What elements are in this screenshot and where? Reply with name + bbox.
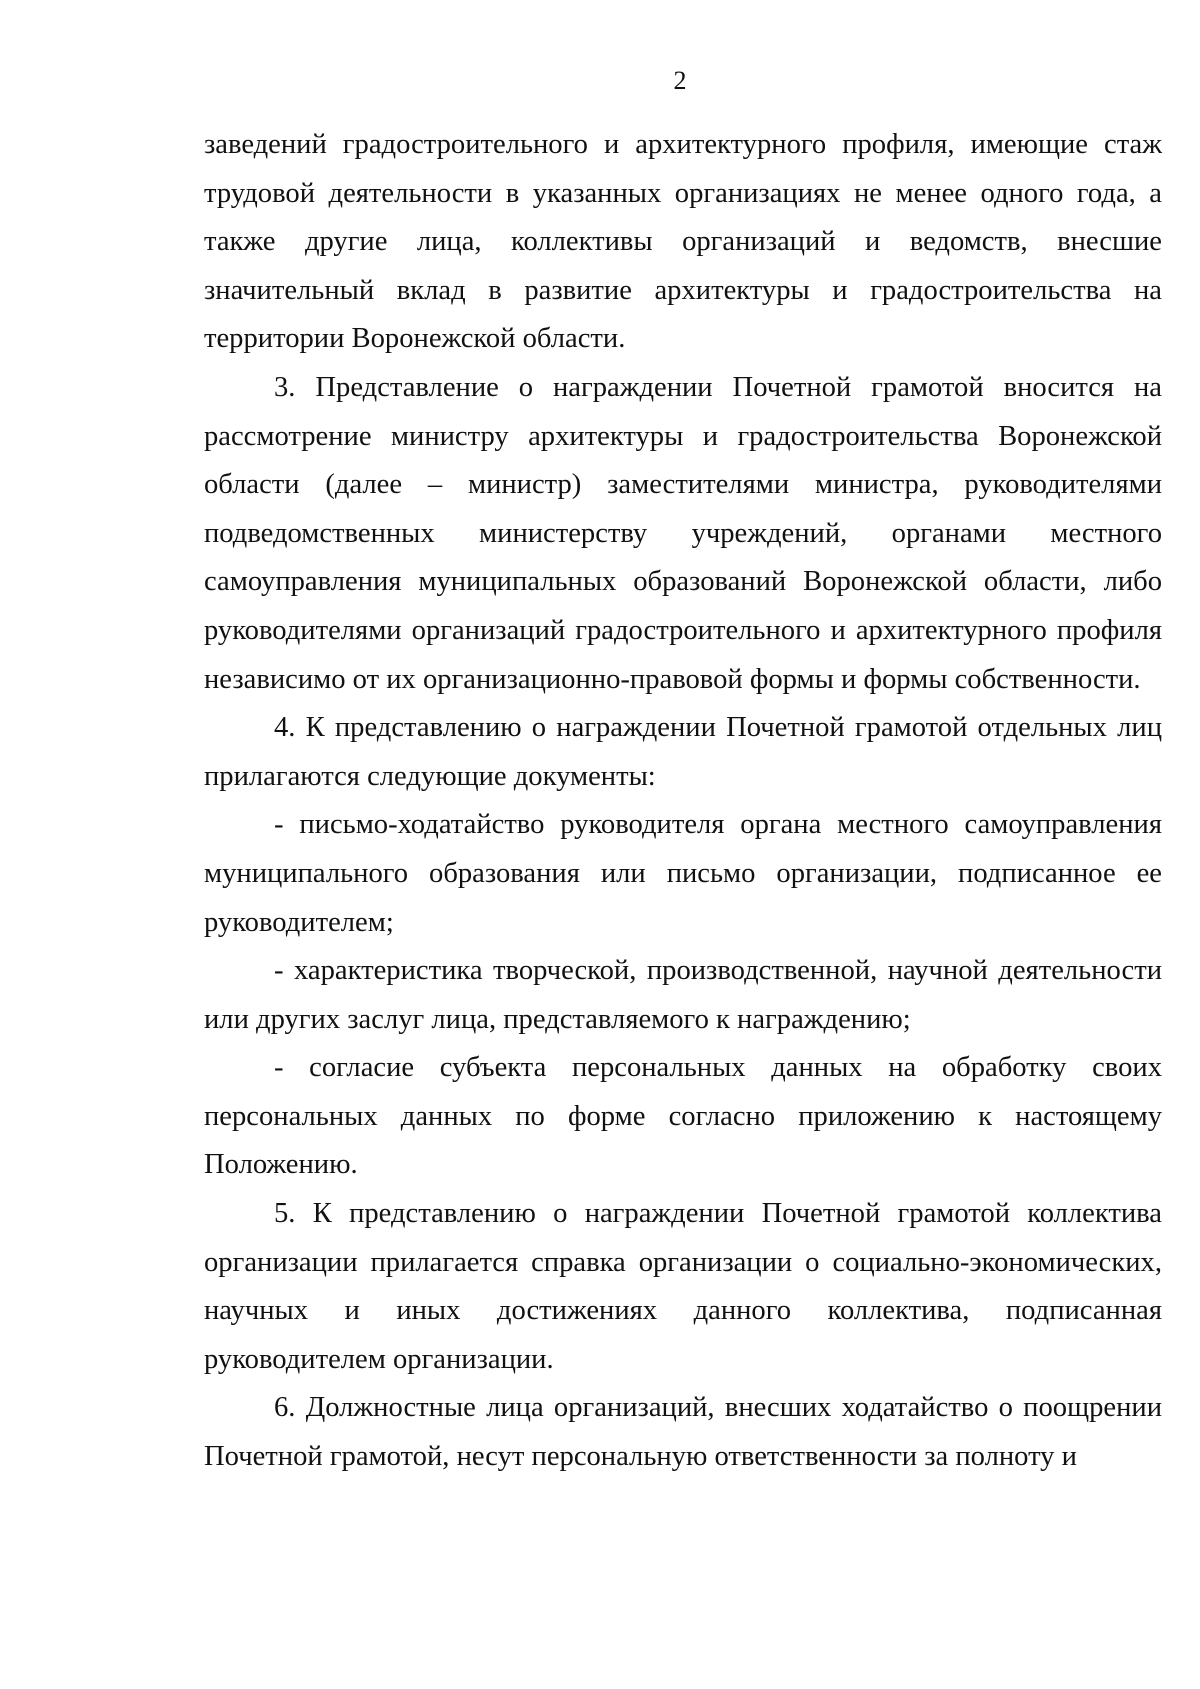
- page-number: 2: [673, 66, 687, 95]
- paragraph-item-3: 3. Представление о награждении Почетной грамотой вносится на рассмотрение министру архитектуры и градостроительства Воронежской области (далее – министр) заместителями министра, руководителями подведомственных министерству учреждений, органами местного самоуправления муниципальных образований Воронежской области, либо руководителями организаций градостроительного и архитектурного профиля независимо от их организационно-правовой формы и формы собственности.: [204, 371, 1162, 695]
- document-body: [204, 121, 1162, 1482]
- list-item-petition-letter: - письмо-ходатайство руководителя органа местного самоуправления муниципального образования или письмо организации, подписанное ее руководителем;: [204, 809, 1162, 938]
- paragraph-item-5: 5. К представлению о награждении Почетной грамотой коллектива организации прилагается справка организации о социально-экономических, научных и иных достижениях данного коллектива, подписанная руководителем организации.: [204, 1198, 1162, 1375]
- list-item-characteristic: - характеристика творческой, производственной, научной деятельности или других заслуг лица, представляемого к награждению;: [204, 955, 1162, 1035]
- list-item-personal-data-consent: - согласие субъекта персональных данных на обработку своих персональных данных по форме согласно приложению к настоящему Положению.: [204, 1052, 1162, 1181]
- paragraph-item-6: 6. Должностные лица организаций, внесших ходатайство о поощрении Почетной грамотой, несут персональную ответственности за полноту и: [204, 1392, 1162, 1473]
- paragraph-item-4: 4. К представлению о награждении Почетной грамотой отдельных лиц прилагаются следующие документы:: [204, 712, 1162, 792]
- paragraph-continuation: заведений градостроительного и архитектурного профиля, имеющие стаж трудовой деятельности в указанных организациях не менее одного года, а также другие лица, коллективы организаций и ведомств, внесшие значительный вклад в развитие архитектуры и градостроительства на территории Воронежской области.: [204, 129, 1162, 355]
